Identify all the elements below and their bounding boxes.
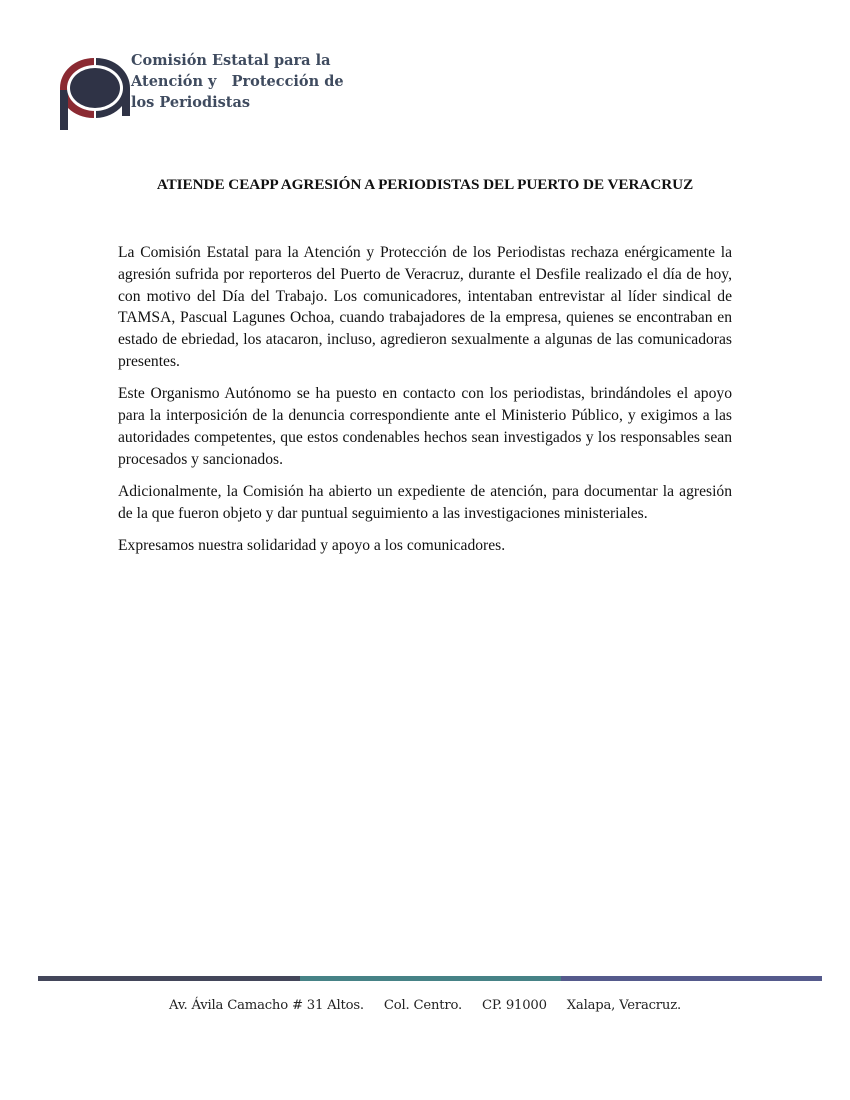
organization-name (131, 50, 344, 113)
paragraph: Expresamos nuestra solidaridad y apoyo a los comunicadores. (118, 537, 506, 555)
logo-center (70, 68, 120, 108)
org-name-line: los Periodistas (131, 94, 251, 111)
ceapp-logo-icon (54, 54, 134, 130)
logo-stem (60, 90, 68, 130)
footer-address: Av. Ávila Camacho # 31 Altos. Col. Centro. CP. 91000 Xalapa, Veracruz. (169, 998, 681, 1013)
document-title: ATIENDE CEAPP AGRESIÓN A PERIODISTAS DEL PUERTO DE VERACRUZ (156, 176, 694, 193)
footer-bar-segment (38, 976, 300, 981)
org-name-line: Comisión Estatal para la (131, 52, 331, 69)
paragraph: La Comisión Estatal para la Atención y Protección de los Periodistas rechaza enérgicamente la agresión sufrida por reporteros del Puerto de Veracruz, durante el Desfile realizado el día de hoy, con motivo del Día del Trabajo. Los comunicadores, intentaban entrevistar al líder sindical de TAMSA, Pascual Lagunes Ochoa, cuando trabajadores de la empresa, quienes se encontraban en estado de ebriedad, los atacaron, incluso, agredieron sexualmente a algunas de las comunicadoras presentes. (118, 244, 732, 370)
org-name-line: Atención y Protección de (131, 73, 344, 90)
footer-bar-segment (300, 976, 561, 981)
paragraph: Este Organismo Autónomo se ha puesto en contacto con los periodistas, brindándoles el apoyo para la interposición de la denuncia correspondiente ante el Ministerio Público, y exigimos a las autoridades competentes, que estos condenables hechos sean investigados y los responsables sean procesados y sancionados. (118, 385, 732, 468)
paragraph: Adicionalmente, la Comisión ha abierto un expediente de atención, para documentar la agresión de la que fueron objeto y dar puntual seguimiento a las investigaciones ministeriales. (118, 482, 732, 522)
footer-bar-segment (561, 976, 822, 981)
document-body (118, 242, 732, 567)
